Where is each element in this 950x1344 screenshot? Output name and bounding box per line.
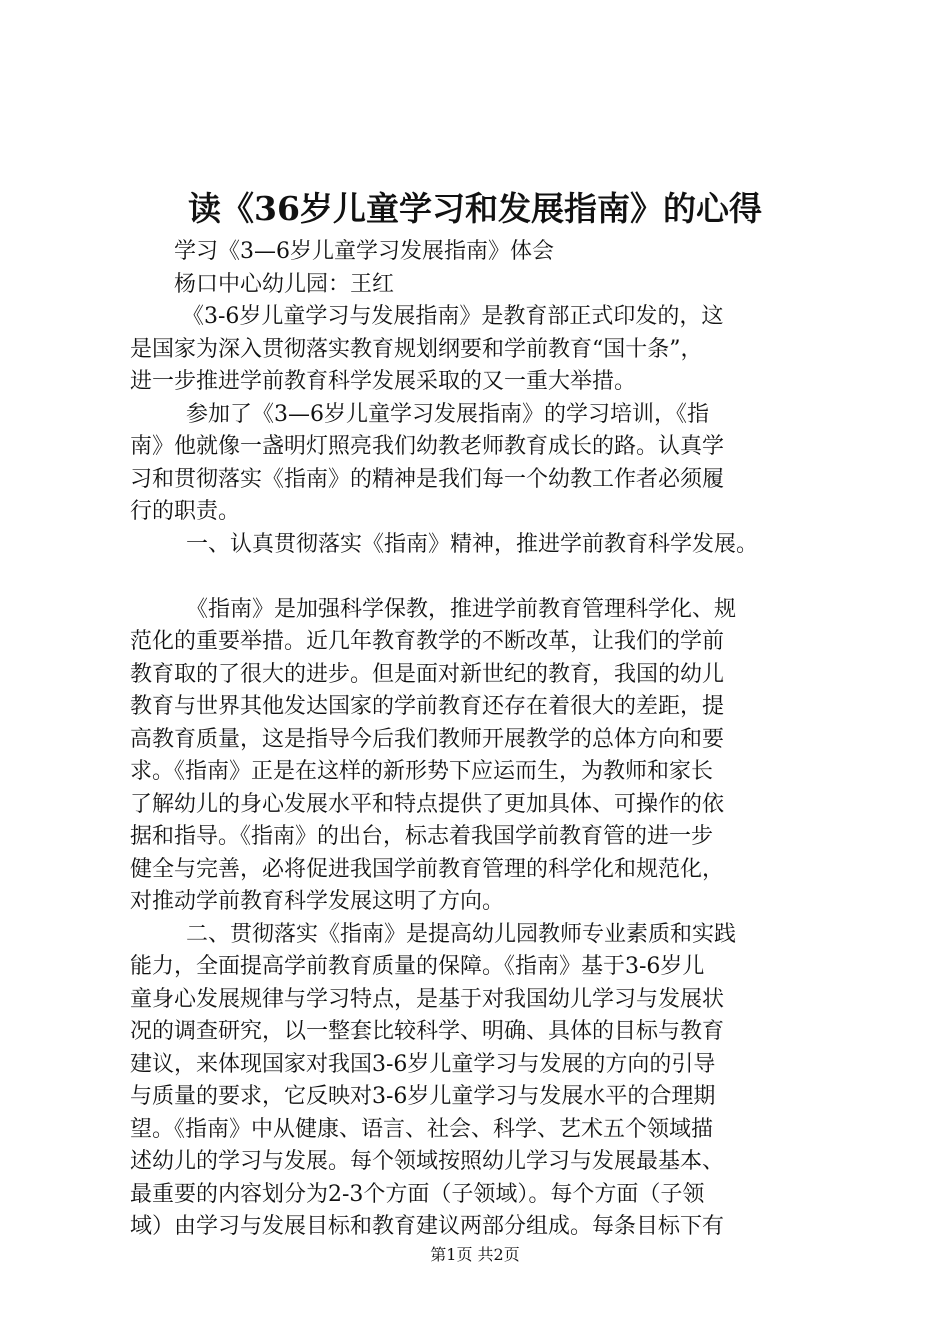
paragraph-line: 南》他就像一盏明灯照亮我们幼教老师教育成长的路。认真学 — [130, 434, 725, 459]
paragraph-line: 最重要的内容划分为2-3个方面（子领域）。每个方面（子领 — [130, 1181, 705, 1207]
paragraph-line: 《指南》是加强科学保教，推进学前教育管理科学化、规 — [186, 596, 737, 622]
paragraph-line: 是国家为深入贯彻落实教育规划纲要和学前教育“国十条”， — [130, 336, 703, 362]
paragraph-line: 况的调查研究，以一整套比较科学、明确、具体的目标与教育 — [130, 1019, 725, 1044]
paragraph-line: 健全与完善，必将促进我国学前教育管理的科学化和规范化， — [130, 856, 725, 882]
section-heading: 一、认真贯彻落实《指南》精神，推进学前教育科学发展。 — [186, 531, 759, 557]
paragraph-line: 教育取的了很大的进步。但是面对新世纪的教育，我国的幼儿 — [130, 661, 725, 687]
paragraph-line: 对推动学前教育科学发展这明了方向。 — [130, 889, 505, 914]
paragraph-line: 与质量的要求，它反映对3-6岁儿童学习与发展水平的合理期 — [130, 1084, 716, 1109]
paragraph-line: 述幼儿的学习与发展。每个领域按照幼儿学习与发展最基本、 — [130, 1149, 725, 1174]
paragraph-line: 范化的重要举措。近几年教育教学的不断改革，让我们的学前 — [130, 629, 725, 654]
subtitle-line: 学习《3—6岁儿童学习发展指南》体会 — [174, 239, 554, 264]
paragraph-line: 求。《指南》正是在这样的新形势下应运而生，为教师和家长 — [130, 759, 714, 784]
paragraph-line: 教育与世界其他发达国家的学前教育还存在着很大的差距，提 — [130, 694, 725, 719]
paragraph-line: 童身心发展规律与学习特点，是基于对我国幼儿学习与发展状 — [130, 986, 725, 1012]
paragraph-line: 进一步推进学前教育科学发展采取的又一重大举措。 — [130, 369, 637, 394]
paragraph-line: 参加了《3—6岁儿童学习发展指南》的学习培训，《指 — [186, 401, 709, 427]
paragraph-line: 习和贯彻落实《指南》的精神是我们每一个幼教工作者必须履 — [130, 466, 725, 492]
paragraph-line: 域）由学习与发展目标和教育建议两部分组成。每条目标下有 — [130, 1214, 725, 1239]
paragraph-line: 望。《指南》中从健康、语言、社会、科学、艺术五个领域描 — [130, 1116, 714, 1142]
paragraph-line: 行的职责。 — [130, 499, 241, 524]
blank-line — [130, 561, 830, 594]
page-number-footer: 第1页 共2页 — [430, 1245, 520, 1264]
author-line: 杨口中心幼儿园：王红 — [174, 271, 395, 297]
paragraph-line: 建议，来体现国家对我国3-6岁儿童学习与发展的方向的引导 — [130, 1051, 716, 1077]
document-body — [130, 236, 830, 1244]
paragraph-line: 了解幼儿的身心发展水平和特点提供了更加具体、可操作的依 — [130, 791, 725, 817]
paragraph-line: 高教育质量，这是指导今后我们教师开展教学的总体方向和要 — [130, 726, 725, 752]
paragraph-line: 能力，全面提高学前教育质量的保障。《指南》基于3-6岁儿 — [130, 954, 705, 979]
paragraph-line: 据和指导。《指南》的出台，标志着我国学前教育管的进一步 — [130, 824, 714, 849]
paragraph-line: 《3-6岁儿童学习与发展指南》是教育部正式印发的，这 — [182, 304, 724, 329]
document-title: 读《36岁儿童学习和发展指南》的心得 — [188, 189, 762, 228]
section-heading: 二、贯彻落实《指南》是提高幼儿园教师专业素质和实践 — [186, 921, 737, 947]
